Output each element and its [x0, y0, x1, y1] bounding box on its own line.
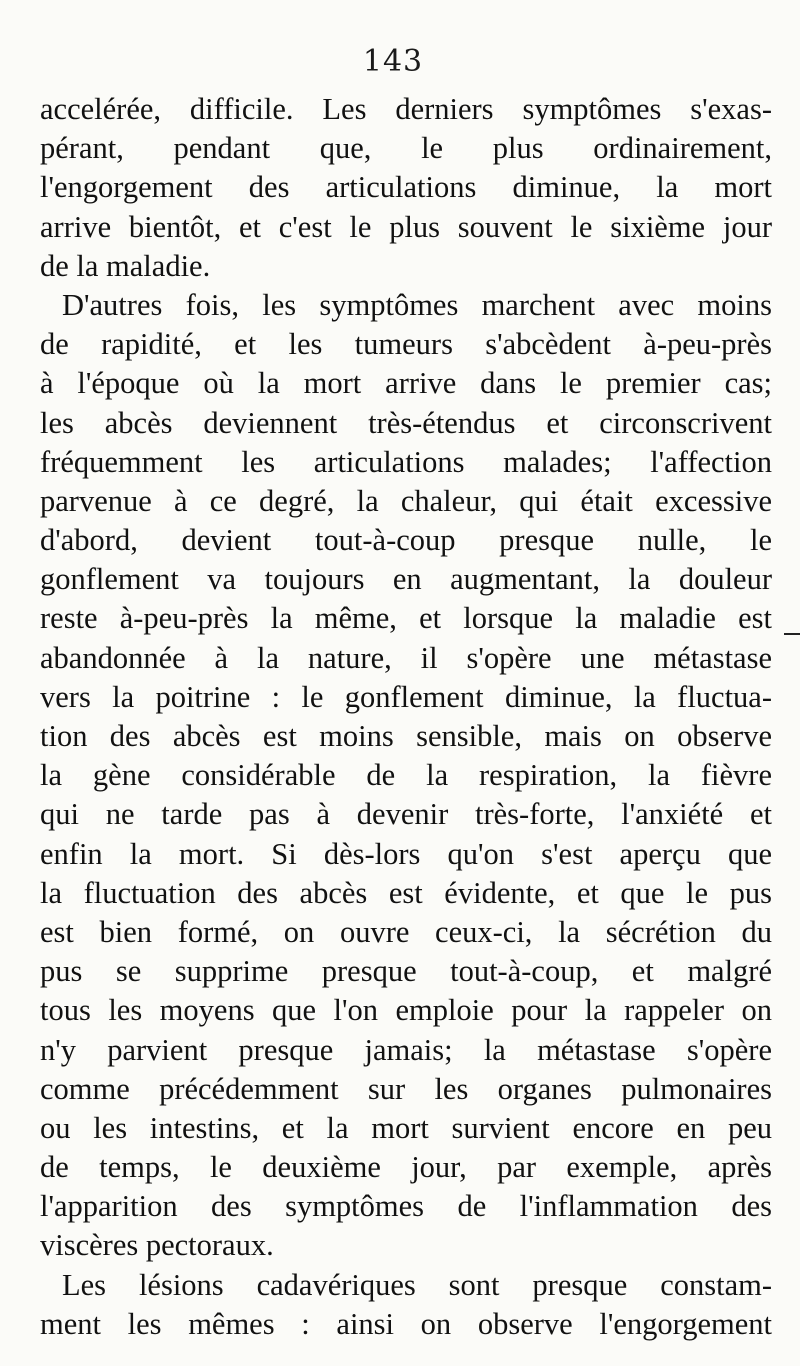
text-line: viscères pectoraux.	[40, 1228, 274, 1263]
text-line: parvenue à ce degré, la chaleur, qui était excessive	[40, 483, 772, 518]
text-line: la fluctuation des abcès est évidente, et que le pus	[40, 875, 772, 910]
text-line: d'abord, devient tout-à-coup presque nulle, le	[40, 523, 772, 558]
text-line: l'apparition des symptômes de l'inflammation des	[40, 1189, 772, 1224]
text-line: la gène considérable de la respiration, la fièvre	[40, 758, 772, 793]
text-line: ou les intestins, et la mort survient encore en peu	[40, 1110, 772, 1145]
text-line: les abcès deviennent très-étendus et circonscrivent	[40, 405, 772, 440]
text-line: arrive bientôt, et c'est le plus souvent le sixième jour	[40, 209, 772, 244]
text-line: D'autres fois, les symptômes marchent avec moins	[62, 287, 772, 322]
text-line: est bien formé, on ouvre ceux-ci, la sécrétion du	[40, 914, 772, 949]
text-line: fréquemment les articulations malades; l'affection	[40, 444, 772, 479]
text-line: qui ne tarde pas à devenir très-forte, l'anxiété et	[40, 797, 772, 832]
text-line: à l'époque où la mort arrive dans le premier cas;	[40, 366, 772, 401]
text-line: n'y parvient presque jamais; la métastase s'opère	[40, 1032, 772, 1067]
text-line: l'engorgement des articulations diminue, la mort	[40, 170, 772, 205]
text-line: tous les moyens que l'on emploie pour la rappeler on	[40, 993, 772, 1028]
text-line: vers la poitrine : le gonflement diminue, la fluctua-	[40, 679, 772, 714]
text-line: Les lésions cadavériques sont presque constam-	[62, 1267, 772, 1302]
text-line: pérant, pendant que, le plus ordinairement,	[40, 131, 772, 166]
text-line: de rapidité, et les tumeurs s'abcèdent à-peu-près	[40, 327, 772, 362]
page-number: 143	[362, 44, 424, 79]
text-line: comme précédemment sur les organes pulmonaires	[40, 1071, 772, 1106]
margin-mark	[784, 633, 800, 635]
text-line: tion des abcès est moins sensible, mais on observe	[40, 719, 772, 753]
body-text	[40, 90, 772, 1344]
text-line: ment les mêmes : ainsi on observe l'engorgement	[40, 1306, 772, 1341]
text-line: accelérée, difficile. Les derniers symptômes s'exas-	[40, 92, 772, 126]
text-line: pus se supprime presque tout-à-coup, et malgré	[40, 954, 772, 989]
text-line: de la maladie.	[40, 248, 211, 283]
text-line: enfin la mort. Si dès-lors qu'on s'est aperçu que	[40, 836, 772, 871]
text-line: gonflement va toujours en augmentant, la douleur	[40, 562, 772, 597]
text-line: de temps, le deuxième jour, par exemple, après	[40, 1150, 772, 1185]
text-line: abandonnée à la nature, il s'opère une métastase	[40, 640, 772, 675]
text-line: reste à-peu-près la même, et lorsque la maladie est	[40, 601, 772, 636]
